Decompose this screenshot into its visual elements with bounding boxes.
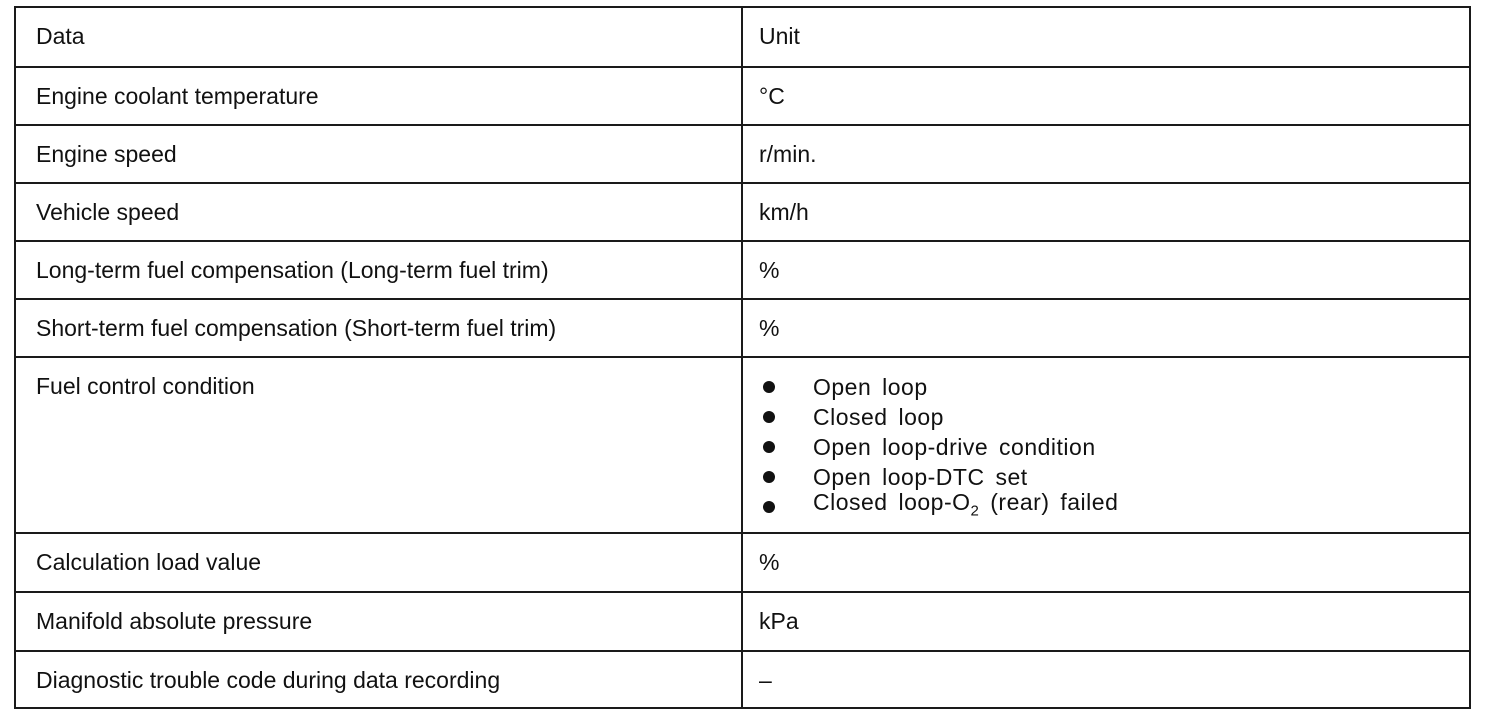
fuel-control-condition-list <box>759 372 1449 522</box>
unit-cell: – <box>759 667 772 693</box>
table-row <box>16 356 1469 532</box>
bullet-icon <box>763 501 775 513</box>
unit-cell: °C <box>759 83 785 109</box>
data-cell: Long-term fuel compensation (Long-term fuel trim) <box>16 242 743 298</box>
o2-prefix: Closed loop-O <box>813 489 971 516</box>
table-row <box>16 591 1469 650</box>
list-item-label: Open loop <box>813 374 928 400</box>
unit-cell: kPa <box>759 608 799 634</box>
list-item <box>759 402 1449 432</box>
data-cell: Engine coolant temperature <box>16 68 743 124</box>
data-cell: Fuel control condition <box>16 358 743 532</box>
unit-cell: km/h <box>759 199 809 225</box>
o2-subscript: 2 <box>970 502 980 520</box>
data-cell: Vehicle speed <box>16 184 743 240</box>
unit-cell: % <box>759 257 780 283</box>
table-row <box>16 650 1469 707</box>
unit-cell <box>743 358 1469 532</box>
table-row <box>16 66 1469 124</box>
bullet-icon <box>763 471 775 483</box>
data-cell: Calculation load value <box>16 534 743 591</box>
list-item <box>759 372 1449 402</box>
data-cell: Short-term fuel compensation (Short-term fuel trim) <box>16 300 743 356</box>
unit-cell: % <box>759 315 780 341</box>
table-row <box>16 532 1469 591</box>
bullet-icon <box>763 411 775 423</box>
o2-suffix: (rear) failed <box>990 489 1119 516</box>
unit-cell: % <box>759 549 780 575</box>
bullet-icon <box>763 381 775 393</box>
header-unit: Unit <box>759 23 800 49</box>
table-row <box>16 240 1469 298</box>
table-row <box>16 182 1469 240</box>
list-item <box>759 489 1449 522</box>
list-item-label <box>813 488 1118 526</box>
header-data: Data <box>16 8 743 66</box>
data-unit-table <box>14 6 1471 709</box>
list-item-label: Open loop-drive condition <box>813 434 1096 460</box>
data-cell: Engine speed <box>16 126 743 182</box>
table-row <box>16 124 1469 182</box>
table-row <box>16 298 1469 356</box>
table-header-row <box>16 8 1469 66</box>
data-cell: Diagnostic trouble code during data recording <box>16 652 743 707</box>
data-cell: Manifold absolute pressure <box>16 593 743 650</box>
list-item-label: Closed loop <box>813 404 944 430</box>
list-item <box>759 432 1449 462</box>
bullet-icon <box>763 441 775 453</box>
list-item-label: Open loop-DTC set <box>813 464 1028 490</box>
unit-cell: r/min. <box>759 141 817 167</box>
